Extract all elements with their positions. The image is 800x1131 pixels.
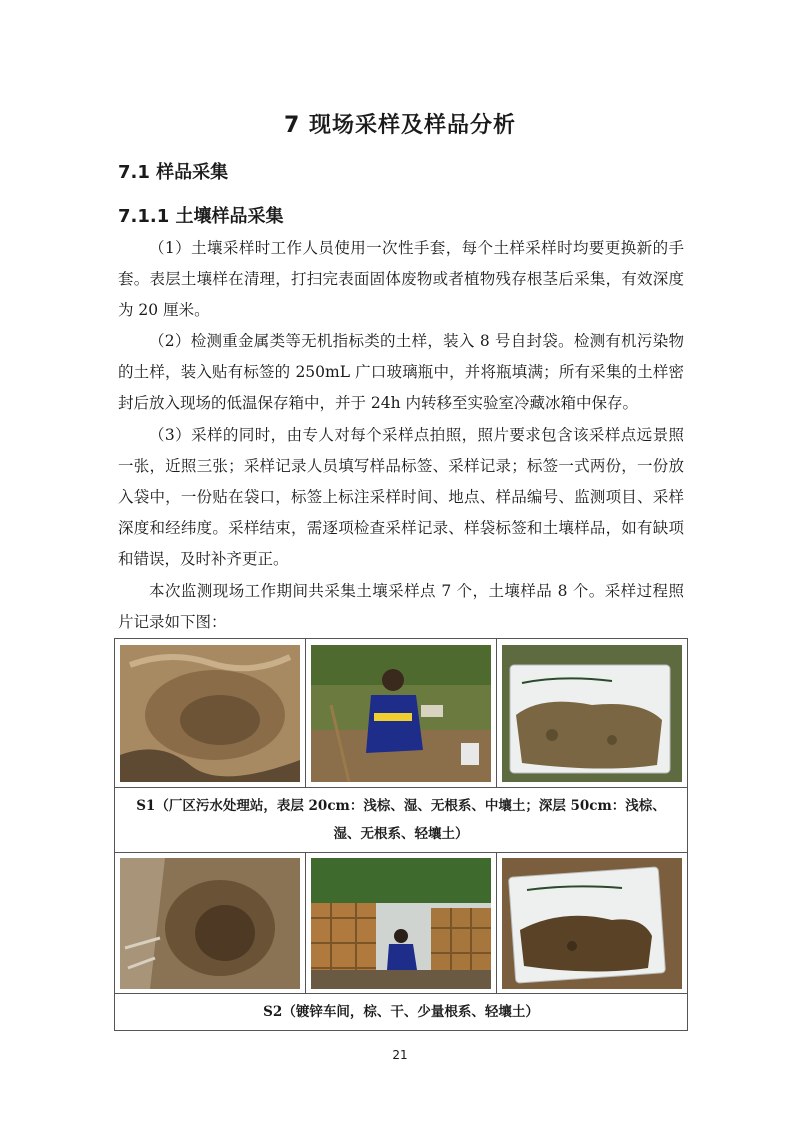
subsection-heading: 7.1.1 土壤样品采集 bbox=[118, 206, 284, 227]
photo-cell bbox=[497, 853, 688, 994]
paragraph-3: （3）采样的同时，由专人对每个采样点拍照，照片要求包含该采样点远景照一张，近照三张；采样记录人员填写样品标签、采样记录；标签一式两份，一份放入袋中，一份贴在袋口，标签上标注采样时间、地点、样品编号、监测项目、采样深度和经纬度。采样结束，需逐项检查采样记录、样袋标签和土壤样品，如有缺项和错误，及时补齐更正。 bbox=[118, 426, 684, 568]
caption-row-s1 bbox=[115, 788, 688, 853]
photo-cell bbox=[115, 639, 306, 788]
soil-pit-photo bbox=[120, 645, 300, 782]
worker-sampling-photo bbox=[311, 858, 491, 989]
photo-row-s1 bbox=[115, 639, 688, 788]
soil-tray-photo bbox=[502, 858, 682, 989]
caption-s1: S1（厂区污水处理站，表层 20cm：浅棕、湿、无根系、中壤土；深层 50cm：浅棕、湿、无根系、轻壤土） bbox=[115, 788, 688, 853]
paragraph-4: 本次监测现场工作期间共采集土壤采样点 7 个，土壤样品 8 个。采样过程照片记录如下图： bbox=[118, 582, 684, 631]
caption-s2: S2（镀锌车间，棕、干、少量根系、轻壤土） bbox=[115, 994, 688, 1031]
photo-cell bbox=[306, 639, 497, 788]
photo-record-table bbox=[114, 638, 688, 1031]
section-heading: 7.1 样品采集 bbox=[118, 162, 229, 183]
chapter-heading: 7 现场采样及样品分析 bbox=[284, 113, 516, 138]
soil-pit-photo bbox=[120, 858, 300, 989]
soil-tray-photo bbox=[502, 645, 682, 782]
page-number: 21 bbox=[392, 1048, 408, 1062]
photo-cell bbox=[497, 639, 688, 788]
photo-row-s2 bbox=[115, 853, 688, 994]
photo-cell bbox=[115, 853, 306, 994]
paragraph-1: （1）土壤采样时工作人员使用一次性手套，每个土样采样时均要更换新的手套。表层土壤样在清理，打扫完表面固体废物或者植物残存根茎后采集，有效深度为 20 厘米。 bbox=[118, 239, 684, 319]
photo-cell bbox=[306, 853, 497, 994]
paragraph-2: （2）检测重金属类等无机指标类的土样，装入 8 号自封袋。检测有机污染物的土样，装入贴有标签的 250mL 广口玻璃瓶中，并将瓶填满；所有采集的土样密封后放入现场的低温保存箱中，并于 24h 内转移至实验室冷藏冰箱中保存。 bbox=[118, 332, 684, 412]
caption-row-s2 bbox=[115, 994, 688, 1031]
worker-sampling-photo bbox=[311, 645, 491, 782]
